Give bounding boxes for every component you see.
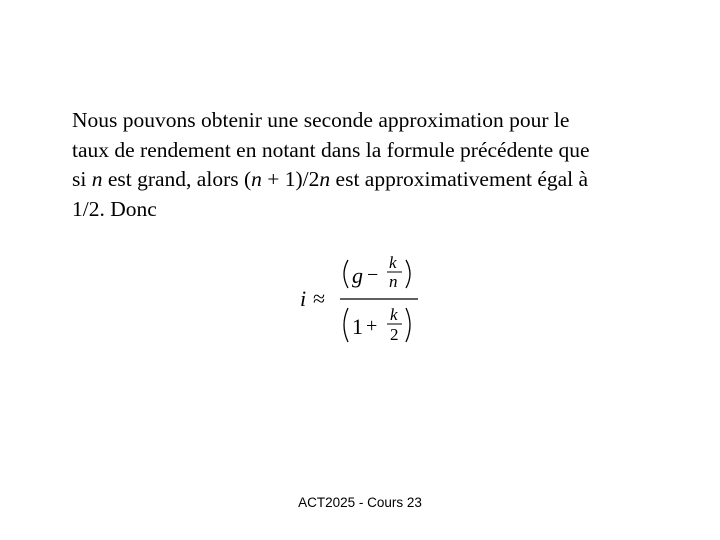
numerator-right-paren: [406, 260, 410, 288]
numerator-left-paren: [344, 260, 348, 288]
paragraph-line-3: [72, 165, 672, 195]
variable-n: n: [91, 167, 103, 191]
body-paragraph: [72, 106, 672, 224]
denominator-right-paren: [406, 308, 410, 342]
line-3-text-a: si: [72, 167, 92, 191]
approx-symbol: ≈: [313, 286, 326, 311]
line-3-text-b: est grand, alors (: [102, 167, 252, 191]
approximation-formula: [298, 248, 422, 352]
paragraph-line-4: 1/2. Donc: [72, 196, 157, 221]
formula-lhs-i: i: [300, 286, 307, 311]
numerator-k: k: [389, 253, 397, 272]
line-3-text-c: + 1)/2: [261, 167, 320, 191]
denominator-left-paren: [344, 308, 348, 342]
numerator-minus: −: [367, 264, 379, 286]
paragraph-line-1: Nous pouvons obtenir une seconde approximation pour le: [72, 108, 570, 132]
variable-n: n: [251, 167, 262, 191]
denominator-plus: +: [366, 315, 378, 337]
paragraph-line-2: taux de rendement en notant dans la formule précédente que: [72, 137, 590, 162]
denominator-k: k: [390, 305, 398, 324]
numerator-n: n: [389, 272, 398, 291]
line-3-text-d: est approximativement égal à: [330, 167, 589, 191]
variable-n: n: [319, 167, 331, 191]
denominator-two: 2: [390, 325, 399, 344]
slide-footer: ACT2025 - Cours 23: [298, 495, 422, 510]
formula-svg: [298, 248, 422, 352]
denominator-one: 1: [352, 314, 363, 339]
numerator-g: g: [352, 263, 363, 288]
